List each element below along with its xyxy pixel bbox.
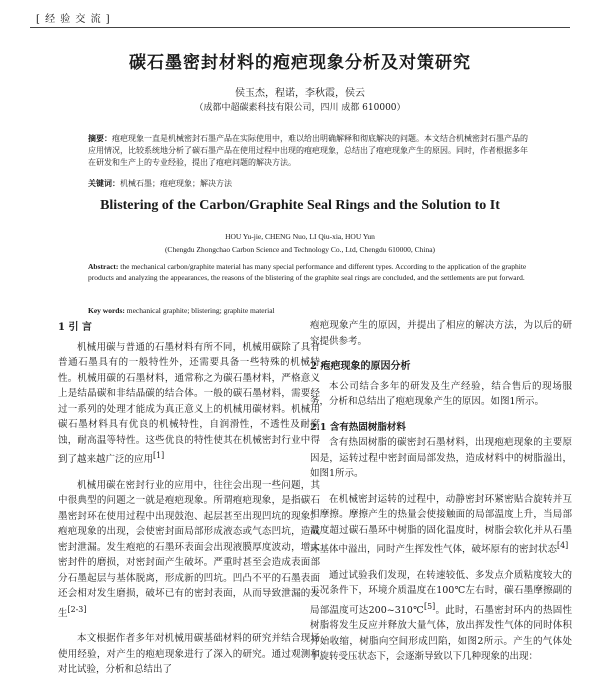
abstract-cn-text: 疱疤现象一直是机械密封石墨产品在实际使用中，难以给出明确解释和彻底解决的问题。本文结合机械密封石墨产品的应用情况，比较系统地分析了碳石墨产品在使用过程中出现的疱疤现象，总结出了疱疤现象产生的原因。同时，作者根据多年在研发和生产上的专业经验，提出了疱疤问题的解决方法。	[88, 134, 528, 167]
paper-title-en: Blistering of the Carbon/Graphite Seal Rings and the Solution to It	[100, 198, 500, 213]
section-2-paragraph-1: 本公司结合多年的研发及生产经验，结合售后的现场服务，分析和总结出了疱疤现象产生的原因。如图1所示。	[310, 380, 572, 407]
section-heading-introduction: 1 引 言	[58, 322, 92, 333]
header-rule	[30, 27, 570, 28]
intro-paragraph-3: 本文根据作者多年对机械用碳基础材料的研究并结合现场使用经验，对产生的疱疤现象进行了深入的研究。通过观测和对比试验，分析和总结出了	[58, 633, 320, 676]
section-2-1-paragraph-1: 含有热固树脂的碳密封石墨材料，出现疱疤现象的主要原因是，运转过程中密封面局部发热，造成材料中的树脂溢出，如图1所示。	[310, 437, 572, 479]
affiliation-en: (Chengdu Zhongchao Carbon Science and Technology Co., Ltd, Chengdu 610000, China)	[164, 245, 436, 254]
section-2-1-paragraph-2: 在机械密封运转的过程中，动静密封环紧密贴合旋转并互相摩擦。摩擦产生的热量会使接触面的局部温度上升，当局部温度超过碳石墨环中树脂的固化温度时，树脂会软化并从石墨环基体中溢出，同时产生挥发性气体，破坏原有的密封状态[4]	[310, 493, 572, 556]
intro-paragraph-2: 机械用碳在密封行业的应用中，往往会出现一些问题，其中很典型的问题之一就是疱疤现象。所谓疱疤现象，是指碳石墨密封环在使用过程中出现鼓泡、起层甚至出现凹坑的现象。疱疤现象的出现，会使密封面局部形成液态或气态凹坑，造成密封泄漏。发生疱疤的石墨环表面会出现液膜厚度波动，增大密封件的磨损，对密封面产生破坏。严重时甚至会造成表面部分石墨起层与基体脱离，形成新的凹坑。凹凸不平的石墨表面还会相对发生磨损，破坏已有的密封表面，从而导致泄漏的发生[2-3]	[58, 479, 320, 619]
keywords-cn-text: 机械石墨；疱疤现象；解决方法	[120, 179, 232, 188]
body-column-left	[58, 318, 320, 688]
keywords-en	[88, 306, 528, 315]
section-tag: [ 经 验 交 流 ]	[36, 14, 111, 25]
keywords-en-text: mechanical graphite; blistering; graphite material	[126, 306, 275, 315]
section-heading-2: 2 疱疤现象的原因分析	[310, 361, 411, 372]
authors-en: HOU Yu-jie, CHENG Nuo, LI Qiu-xia, HOU Yun	[225, 232, 375, 241]
intro-paragraph-1: 机械用碳与普通的石墨材料有所不同，机械用碳除了具有普通石墨具有的一般特性外，还需要具备一些特殊的机械特性。机械用碳的石墨材料，通常称之为碳石墨材料，严格意义上是结晶碳和非结晶碳的结合体。一般的碳石墨材料，需要经过一系列的处理才能成为真正意义上的机械用碳材料。机械用碳石墨材料具有优良的机械特性，自润滑性，不透性及耐腐蚀，耐高温等特性。这些优良的特性使其在机械密封行业中得到了越来越广泛的应用[1]	[58, 341, 320, 466]
citation: [1]	[153, 451, 165, 460]
intro-paragraph-3-continued: 疱疤现象产生的原因，并提出了相应的解决方法，为以后的研究提供参考。	[310, 320, 572, 347]
section-heading-2-1: 2.1 含有热固树脂材料	[310, 421, 406, 433]
paper-title-cn: 碳石墨密封材料的疱疤现象分析及对策研究	[129, 53, 471, 73]
abstract-en-label: Abstract:	[88, 262, 119, 271]
abstract-en	[88, 262, 528, 283]
section-2-1-paragraph-3: 通过试验我们发现，在转速较低、多发点介质粘度较大的工况条件下，环境介质温度在100℃左右时，碳石墨摩擦副的局部温度可达200~310℃[5]。此时，石墨密封环内的热固性树脂将发生反应并释放大量气体，放出挥发性气体的同时体积开始收缩，树脂向空间形成凹陷，如图2所示。产生的气体处于旋转受压状态下，会逐渐导致以下几种现象的出现：	[310, 569, 572, 663]
abstract-en-text: the mechanical carbon/graphite material has many special performance and different types. According to the application of the graphite products and analyzing the appearances, the reasons of the blistering of the graphite seal rings are concluded, and the settlements are put forward.	[88, 262, 527, 282]
keywords-en-label: Key words:	[88, 306, 125, 315]
keywords-cn	[88, 178, 528, 189]
abstract-cn	[88, 132, 528, 169]
body-column-right	[310, 318, 572, 675]
authors-cn: 侯玉杰，程诺，李秋霞，侯云	[235, 88, 365, 99]
citation: [5]	[424, 601, 436, 611]
affiliation-cn: （成都中超碳素科技有限公司，四川 成都 610000）	[194, 103, 406, 113]
citation: [4]	[557, 541, 569, 550]
citation: [2-3]	[67, 604, 87, 614]
abstract-cn-label: 摘要：	[88, 133, 112, 143]
keywords-cn-label: 关键词：	[88, 178, 120, 188]
